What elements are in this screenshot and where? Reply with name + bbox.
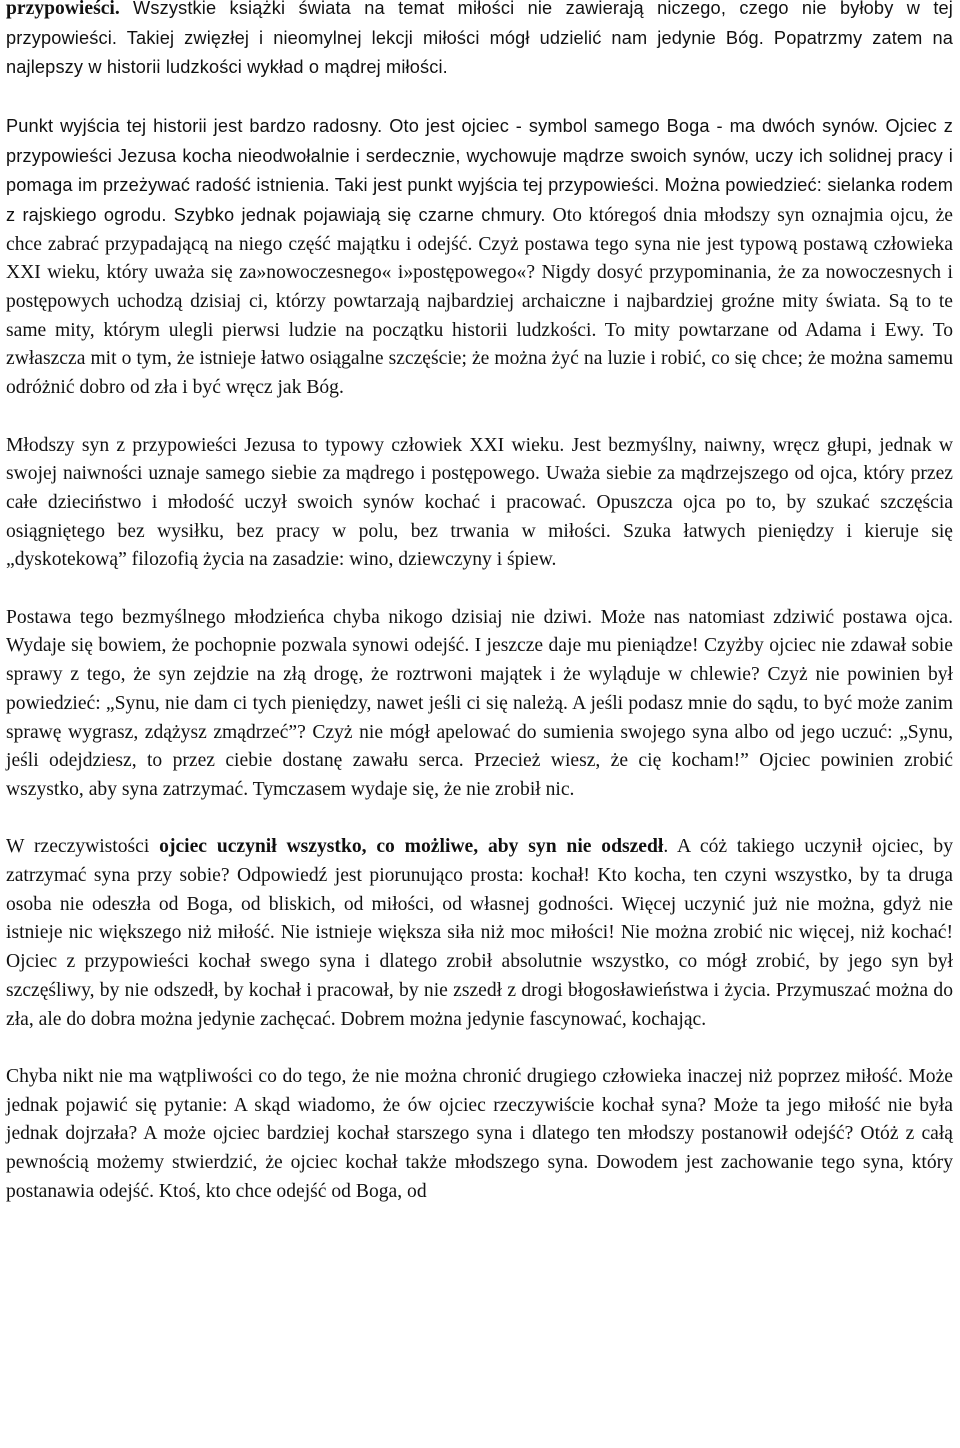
paragraph-5 — [6, 833, 953, 1034]
bold-fragment: przypowieści. — [6, 0, 120, 19]
paragraph-5-text-end: . A cóż takiego uczynił ojciec, by zatrzymać syna przy sobie? Odpowiedź jest piorunująco prosta: kochał! Kto kocha, ten czyni wszystko, by ta druga osoba nie odeszła od Boga, od bliskich, od miłości, od własnej godności. Więcej uczynić już nie można, gdyż nie istnieje nic większego niż miłość. Nie istnieje większa siła niż moc miłości! Nie można zrobić nic więcej, niż kochać! Ojciec z przypowieści kochał swego syna i dlatego zrobił absolutnie wszystko, co mógł zrobić, by jego syn był szczęśliwy, by nie odszedł, by kochał i pracował, by nie zszedł z drogi błogosławieństwa i życia. Przymuszać można do zła, ale do dobra można jedynie zachęcać. Dobrem można jedynie fascynować, kochając. — [6, 836, 953, 1030]
paragraph-1-text: Wszystkie książki świata na temat miłości nie zawierają niczego, czego nie byłoby w tej przypowieści. Takiej zwięzłej i nieomylnej lekcji miłości mógł udzielić nam jedynie Bóg. Popatrzmy zatem na najlepszy w historii ludzkości wykład o mądrej miłości. — [6, 0, 953, 78]
paragraph-2-sans-text-2: Ojciec z przypowieści Jezusa kocha nieodwołalnie i serdecznie, wychowuje mądrze swoich synów, uczy ich solidnej pracy i pomaga im przeżywać radość istnienia. Taki jest punkt wyjścia tej przypowieści. Można powiedzieć: sielanka rodem z rajskiego ogrodu. Szybko jednak pojawiają się czarne chmury. — [6, 115, 953, 225]
paragraph-2 — [6, 112, 953, 403]
paragraph-6: Chyba nikt nie ma wątpliwości co do tego, że nie można chronić drugiego człowieka inaczej niż poprzez miłość. Może jednak pojawić się pytanie: A skąd wiadomo, że ów ojciec rzeczywiście kochał syna? Może ta jego miłość nie była jednak dojrzała? A może ojciec bardziej kochał starszego syna i dlatego ten młodszy postanowił odejść? Otóż z całą pewnością możemy stwierdzić, że ojciec kochał także młodszego syna. Dowodem jest zachowanie tego syna, który postanawia odejść. Ktoś, kto chce odejść od Boga, od — [6, 1065, 953, 1202]
paragraph-4: Postawa tego bezmyślnego młodzieńca chyba nikogo dzisiaj nie dziwi. Może nas natomiast zdziwić postawa ojca. Wydaje się bowiem, że pochopnie pozwala synowi odejść. I jeszcze daje mu pieniądze! Czyżby ojciec nie zdawał sobie sprawy z tego, że syn zejdzie na złą drogę, że roztrwoni majątek i że wyląduje w chlewie? Czyż nie powinien był powiedzieć: „Synu, nie dam ci tych pieniędzy, nawet jeśli ci się należą. A jeśli podasz mnie do sądu, to być może zanim sprawę wygrasz, zdążysz zmądrzeć”? Czyż nie mógł apelować do sumienia swojego syna albo od jego uczuć: „Synu, jeśli odejdziesz, to przez ciebie dostanę zawału serca. Przecież wiesz, że cię kocham!” Ojciec powinien zrobić wszystko, aby syna zatrzymać. Tymczasem wydaje się, że nie zrobił nic. — [6, 606, 953, 800]
document-page — [6, 0, 953, 1206]
paragraph-3: Młodszy syn z przypowieści Jezusa to typowy człowiek XXI wieku. Jest bezmyślny, naiwny, wręcz głupi, jednak w swojej naiwności uznaje samego siebie za mądrego i postępowego. Uważa siebie za mądrzejszego od ojca, który przez całe dzieciństwo i młodość uczył swoich synów kochać i pracować. Opuszcza ojca po to, by szukać szczęścia osiągniętego bez wysiłku, bez pracy w polu, bez trwania w miłości. Szuka łatwych pieniędzy i kieruje się „dyskotekową” filozofią życia na zasadzie: wino, dziewczyny i śpiew. — [6, 434, 953, 571]
bold-fragment: ojciec uczynił wszystko, co możliwe, aby syn nie odszedł — [159, 836, 664, 858]
paragraph-2-text: Oto któregoś dnia młodszy syn oznajmia ojcu, że chce zabrać przypadającą na niego część majątku i odejść. Czyż postawa tego syna nie jest typową postawą człowieka XXI wieku, który uważa się za»nowoczesnego« i»postępowego«? Nigdy dosyć przypominania, że za nowoczesnych i postępowych uchodzą dzisiaj ci, którzy powtarzają najbardziej archaiczne i najbardziej groźne mity świata. Są to te same mity, którym ulegli pierwsi ludzie na początku historii ludzkości. To mity powtarzane od Adama i Ewy. To zwłaszcza mit o tym, że istnieje łatwo osiągalne szczęście; że można żyć na luzie i robić, co się chce; że można samemu odróżnić dobro od zła i być wręcz jak Bóg. — [6, 204, 953, 399]
paragraph-1 — [6, 0, 953, 83]
paragraph-5-text-start: W rzeczywistości — [6, 836, 160, 858]
paragraph-2-sans-text: Punkt wyjścia tej historii jest bardzo radosny. Oto jest ojciec - symbol samego Boga - ma dwóch synów. — [6, 115, 879, 136]
